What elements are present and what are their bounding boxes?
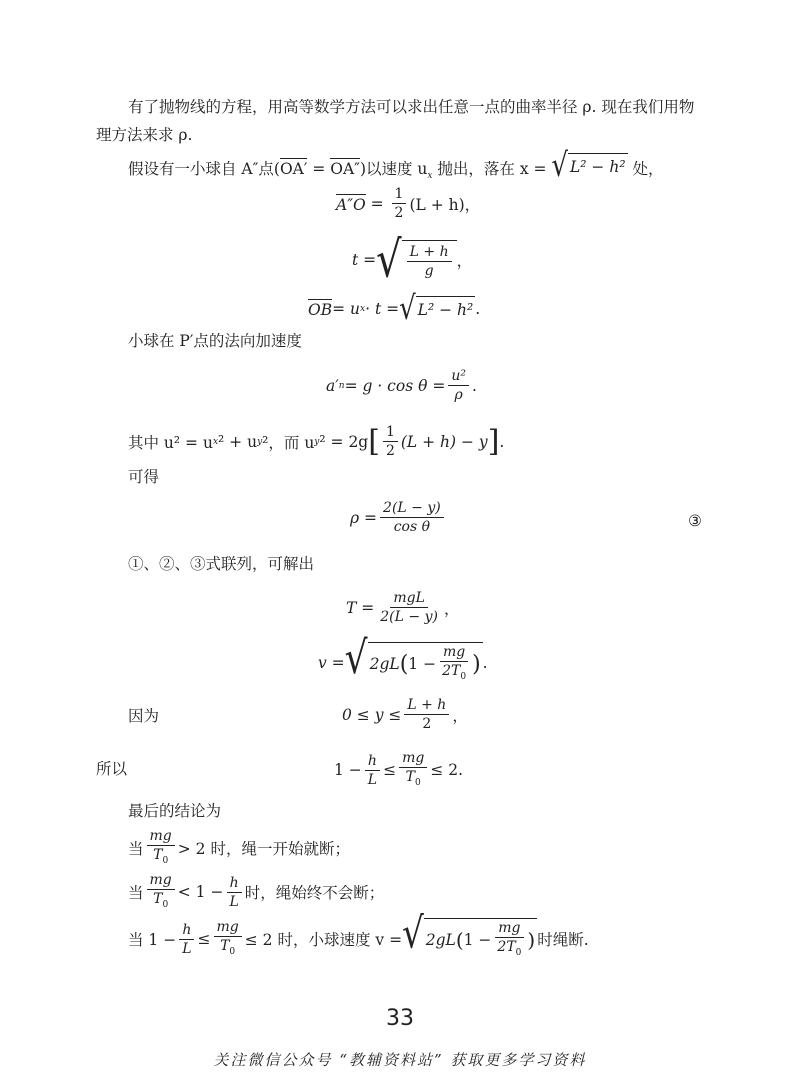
accel-text: 小球在 P′点的法向加速度 <box>128 332 302 350</box>
equation-7: v = √ 2gL ( 1 − $\frac{mg}{2T_0}$ ) . <box>318 632 488 685</box>
equation-tag-3: ③ <box>688 512 702 530</box>
para1-line1: 有了抛物线的方程，用高等数学方法可以求出任意一点的曲率半径 ρ. 现在我们用物 <box>128 98 695 116</box>
para2-line: 假设有一小球自 A″点(OA′ = OA″)以速度 $u_x$ 抛出，落在 x = √ L² − h² 处， <box>128 147 664 185</box>
conclusion-text: 最后的结论为 <box>128 802 222 820</box>
case-2: 当 $\frac{mg}{T_0}$ < 1 − $\frac{h}{L}$ 时，绳始终不会断； <box>128 872 385 910</box>
equation-1: A″O = $\frac{1}{2}$ (L + h)， <box>336 186 481 221</box>
equation-9: 1 − $\frac{h}{L}$ ≤ $\frac{mg}{T_0}$ ≤ 2. <box>334 750 464 788</box>
equation-4: a′ n = g · cos θ = $\frac{\text{u²}}{\rho}$ . <box>326 368 477 403</box>
equation-6: T = $\frac{\text{mgL}}{2(L - y)}$ ， <box>346 590 460 625</box>
case-1: 当 $\frac{mg}{T_0}$ > 2 时，绳一开始就断； <box>128 828 350 866</box>
equation-2: t = √ $\frac{L + h}{g}$ ， <box>352 231 473 289</box>
para1-line2: 理方法来求 ρ. <box>96 126 193 144</box>
case-3: 当 1 − $\frac{h}{L}$ ≤ $\frac{mg}{T_0}$ ≤ 2 时，小球速度 v = √ 2gL ( 1 − $\frac{mg}{2T_0}$ ) 时绳断. <box>128 908 589 959</box>
footer-text: 关注微信公众号 “教辅资料站” 获取更多学习资料 <box>213 1051 587 1069</box>
where-line: 其中 u² = u x ² + u y ²，而 u y ² = 2g [ $\frac{1}{2}$ (L + h) − y ] . <box>128 423 505 459</box>
equation-3: OB = u x · t = √ L² − h² . <box>308 290 481 328</box>
equation-5: ρ = $\frac{2(L - y)}{\text{cos θ}}$ <box>350 500 447 535</box>
equation-8: 0 ≤ y ≤ $\frac{L + h}{2}$ ， <box>342 697 468 732</box>
because-text: 因为 <box>128 707 160 725</box>
combine-text: ①、②、③式联列，可解出 <box>128 555 315 573</box>
therefore-text: 所以 <box>96 760 128 778</box>
can-get-text: 可得 <box>128 468 160 486</box>
page-number: 33 <box>386 1006 414 1031</box>
